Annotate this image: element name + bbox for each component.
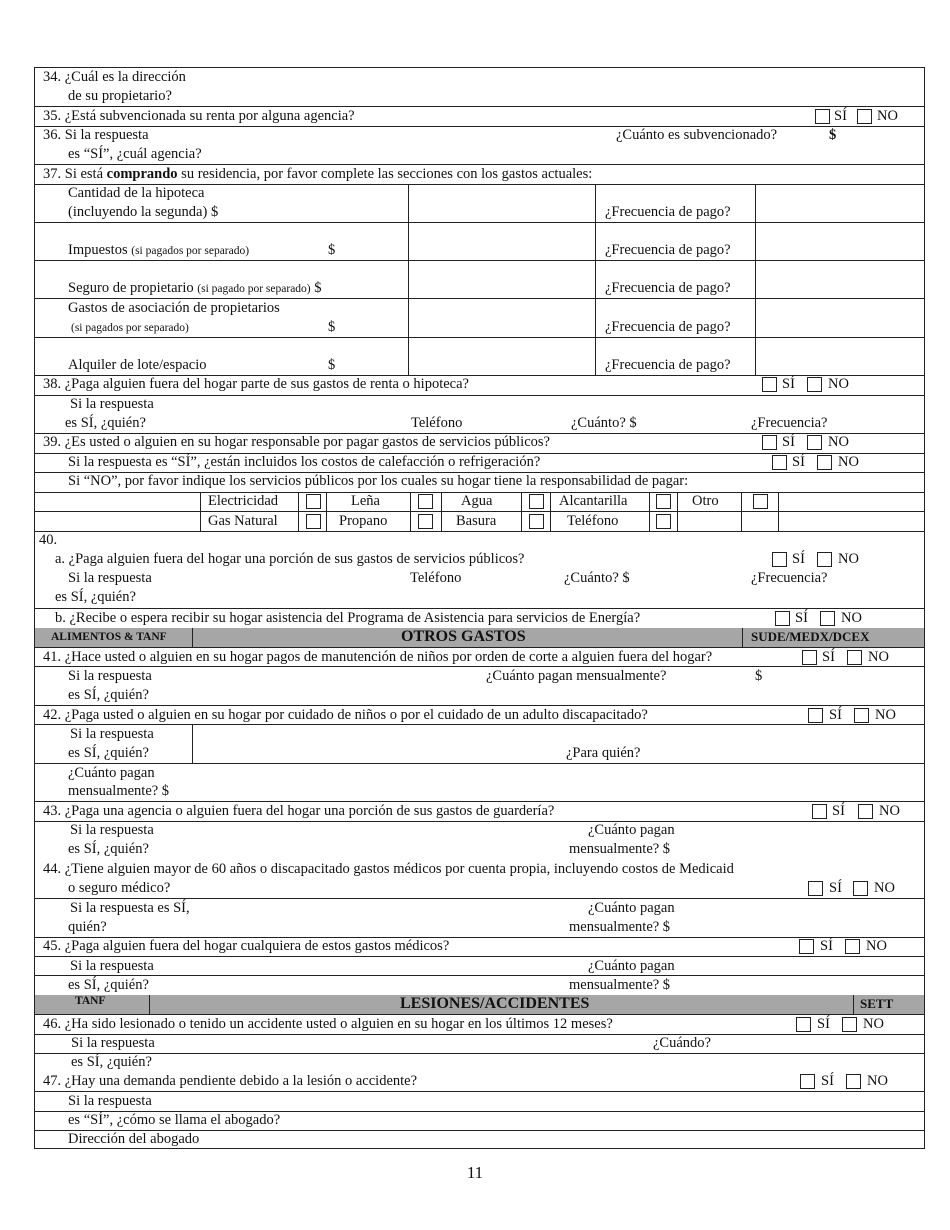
q40a-no-checkbox[interactable]: [817, 552, 832, 567]
band-left-label: ALIMENTOS & TANF: [51, 631, 167, 643]
q43-no-checkbox[interactable]: [858, 804, 873, 819]
q47-yes-checkbox[interactable]: [800, 1074, 815, 1089]
no-label: NO: [866, 938, 887, 954]
lot-rent-label: Alquiler de lote/espacio: [68, 357, 207, 373]
no-label: NO: [828, 434, 849, 450]
for-whom-label: ¿Para quién?: [566, 745, 641, 761]
utility-water-label: Agua: [461, 493, 493, 509]
q44-question-cont: o seguro médico?: [68, 880, 171, 896]
pay-frequency-label: ¿Frecuencia de pago?: [605, 204, 731, 220]
no-label: NO: [838, 551, 859, 567]
if-answer-label: Si la respuesta: [70, 822, 154, 838]
q45-no-checkbox[interactable]: [845, 939, 860, 954]
q41-question: 41. ¿Hace usted o alguien en su hogar pagos de manutención de niños por orden de corte a alguien fuera del hogar?: [43, 649, 713, 665]
how-much-label: ¿Cuánto? $: [564, 570, 630, 586]
no-label: NO: [863, 1016, 884, 1032]
q41-no-checkbox[interactable]: [847, 650, 862, 665]
if-yes-who-label: es SÍ, ¿quién?: [68, 841, 149, 857]
q42-monthly-label: mensualmente? $: [68, 783, 170, 799]
yes-label: SÍ: [822, 649, 835, 665]
q39-heat-no-checkbox[interactable]: [817, 455, 832, 470]
if-answer-label: Si la respuesta: [68, 570, 152, 586]
q39-no-checkbox[interactable]: [807, 435, 822, 450]
q35-question: 35. ¿Está subvencionada su renta por alguna agencia?: [43, 108, 355, 124]
q41-yes-checkbox[interactable]: [802, 650, 817, 665]
no-label: NO: [867, 1073, 888, 1089]
when-label: ¿Cuándo?: [653, 1035, 711, 1051]
utility-propane-checkbox[interactable]: [418, 514, 433, 529]
utility-natural-gas-checkbox[interactable]: [306, 514, 321, 529]
yes-label: SÍ: [829, 707, 842, 723]
phone-label: Teléfono: [410, 570, 462, 586]
monthly-label: mensualmente? $: [569, 977, 671, 993]
utility-phone-label: Teléfono: [567, 513, 619, 529]
band-title: LESIONES/ACCIDENTES: [400, 995, 590, 1012]
dollar-sign: $: [328, 242, 336, 258]
q40-number: 40.: [39, 532, 58, 548]
yes-label: SÍ: [782, 434, 795, 450]
income-expense-form: [34, 67, 925, 1149]
yes-label: SÍ: [829, 880, 842, 896]
hoa-note: (si pagados por separado): [71, 322, 189, 334]
yes-label: SÍ: [832, 803, 845, 819]
if-yes-who-label: es SÍ, ¿quién?: [65, 415, 146, 431]
q47-lawyer-label: es “SÍ”, ¿cómo se llama el abogado?: [68, 1112, 281, 1128]
utility-electricity-checkbox[interactable]: [306, 494, 321, 509]
yes-label: SÍ: [792, 551, 805, 567]
q42-yes-checkbox[interactable]: [808, 708, 823, 723]
utility-firewood-checkbox[interactable]: [418, 494, 433, 509]
utility-water-checkbox[interactable]: [529, 494, 544, 509]
band-left-label: TANF: [75, 995, 106, 1007]
if-yes-who-label: es SÍ, ¿quién?: [68, 687, 149, 703]
q42-how-much-label: ¿Cuánto pagan: [68, 765, 155, 781]
q42-no-checkbox[interactable]: [854, 708, 869, 723]
utility-electricity-label: Electricidad: [208, 493, 279, 509]
dollar-sign: $: [328, 357, 336, 373]
pay-frequency-label: ¿Frecuencia de pago?: [605, 319, 731, 335]
q35-yes-checkbox[interactable]: [815, 109, 830, 124]
q40a-yes-checkbox[interactable]: [772, 552, 787, 567]
q38-yes-checkbox[interactable]: [762, 377, 777, 392]
frequency-label: ¿Frecuencia?: [751, 570, 828, 586]
q34-label: 34. ¿Cuál es la dirección: [43, 69, 186, 85]
injuries-band: [35, 995, 924, 1014]
no-label: NO: [838, 454, 859, 470]
q44-question: 44. ¿Tiene alguien mayor de 60 años o discapacitado gastos médicos por cuenta propia, incluyendo costos de Medicaid: [43, 861, 734, 877]
q40b-no-checkbox[interactable]: [820, 611, 835, 626]
no-label: NO: [875, 707, 896, 723]
how-much-pay-label: ¿Cuánto pagan: [588, 900, 675, 916]
how-much-label: ¿Cuánto? $: [571, 415, 637, 431]
no-label: NO: [879, 803, 900, 819]
q43-question: 43. ¿Paga una agencia o alguien fuera del hogar una porción de sus gastos de guardería?: [43, 803, 555, 819]
q46-question: 46. ¿Ha sido lesionado o tenido un accidente usted o alguien en su hogar en los últimos 12 meses?: [43, 1016, 613, 1032]
insurance-label: Seguro de propietario (si pagado por separado) $: [68, 280, 322, 296]
no-label: NO: [828, 376, 849, 392]
dollar-sign: $: [755, 668, 763, 684]
q38-no-checkbox[interactable]: [807, 377, 822, 392]
q40b-yes-checkbox[interactable]: [775, 611, 790, 626]
q44-if-answer-label: Si la respuesta es SÍ,: [70, 900, 190, 916]
q44-no-checkbox[interactable]: [853, 881, 868, 896]
no-label: NO: [841, 610, 862, 626]
utility-trash-label: Basura: [456, 513, 497, 529]
q36-subsidy-label: ¿Cuánto es subvencionado?: [616, 127, 778, 143]
q39-question: 39. ¿Es usted o alguien en su hogar responsable por pagar gastos de servicios públicos?: [43, 434, 550, 450]
no-label: NO: [868, 649, 889, 665]
no-label: NO: [874, 880, 895, 896]
yes-label: SÍ: [820, 938, 833, 954]
utility-natural-gas-label: Gas Natural: [208, 513, 278, 529]
q47-question: 47. ¿Hay una demanda pendiente debido a la lesión o accidente?: [43, 1073, 418, 1089]
frequency-label: ¿Frecuencia?: [751, 415, 828, 431]
mortgage-label: Cantidad de la hipoteca: [68, 185, 205, 201]
monthly-label: mensualmente? $: [569, 841, 671, 857]
yes-label: SÍ: [792, 454, 805, 470]
how-much-pay-label: ¿Cuánto pagan: [588, 822, 675, 838]
if-answer-label: Si la respuesta: [68, 1093, 152, 1109]
q46-yes-checkbox[interactable]: [796, 1017, 811, 1032]
mortgage-label-cont: (incluyendo la segunda) $: [68, 204, 219, 220]
q40a-question: a. ¿Paga alguien fuera del hogar una porción de sus gastos de servicios públicos?: [55, 551, 525, 567]
dollar-sign: $: [328, 319, 336, 335]
q44-who-label: quién?: [68, 919, 107, 935]
if-yes-who-label: es SÍ, ¿quién?: [71, 1054, 152, 1070]
q47-no-checkbox[interactable]: [846, 1074, 861, 1089]
q42-question: 42. ¿Paga usted o alguien en su hogar por cuidado de niños o por el cuidado de un adulto discapacitado?: [43, 707, 648, 723]
yes-label: SÍ: [821, 1073, 834, 1089]
band-right-label: SETT: [860, 996, 894, 1011]
band-right-label: SUDE/MEDX/DCEX: [751, 629, 870, 644]
q39-yes-checkbox[interactable]: [762, 435, 777, 450]
if-answer-label: Si la respuesta: [68, 668, 152, 684]
if-answer-label: Si la respuesta: [70, 726, 154, 742]
if-yes-who-label: es SÍ, ¿quién?: [68, 977, 149, 993]
utility-phone-checkbox[interactable]: [656, 514, 671, 529]
hoa-label: Gastos de asociación de propietarios: [68, 300, 280, 316]
if-yes-who-label: es SÍ, ¿quién?: [55, 589, 136, 605]
how-much-pay-label: ¿Cuánto pagan: [588, 958, 675, 974]
if-answer-label: Si la respuesta: [70, 958, 154, 974]
monthly-label: mensualmente? $: [569, 919, 671, 935]
q39-no-instructions: Si “NO”, por favor indique los servicios públicos por los cuales su hogar tiene la responsabilidad de pagar:: [68, 473, 689, 489]
yes-label: SÍ: [834, 108, 847, 124]
other-expenses-band: [35, 628, 924, 647]
taxes-label: Impuestos (si pagados por separado): [68, 242, 250, 258]
q39-heat-yes-checkbox[interactable]: [772, 455, 787, 470]
band-title: OTROS GASTOS: [401, 628, 526, 645]
if-yes-who-label: es SÍ, ¿quién?: [68, 745, 149, 761]
utility-other-checkbox[interactable]: [753, 494, 768, 509]
utility-sewer-label: Alcantarilla: [559, 493, 628, 509]
q39-heat-question: Si la respuesta es “SÍ”, ¿están incluidos los costos de calefacción o refrigeración?: [68, 454, 541, 470]
utility-other-label: Otro: [692, 493, 719, 509]
q45-yes-checkbox[interactable]: [799, 939, 814, 954]
pay-frequency-label: ¿Frecuencia de pago?: [605, 357, 731, 373]
q45-question: 45. ¿Paga alguien fuera del hogar cualquiera de estos gastos médicos?: [43, 938, 450, 954]
pay-frequency-label: ¿Frecuencia de pago?: [605, 280, 731, 296]
q44-yes-checkbox[interactable]: [808, 881, 823, 896]
lawyer-address-label: Dirección del abogado: [68, 1131, 200, 1147]
q36-label-cont: es “SÍ”, ¿cuál agencia?: [68, 146, 202, 162]
pay-frequency-label: ¿Frecuencia de pago?: [605, 242, 731, 258]
utility-sewer-checkbox[interactable]: [656, 494, 671, 509]
q40b-question: b. ¿Recibe o espera recibir su hogar asistencia del Programa de Asistencia para servicios de Energía?: [55, 610, 641, 626]
page-number: 11: [466, 1163, 484, 1182]
q37-heading: 37. Si está comprando su residencia, por favor complete las secciones con los gastos actuales:: [43, 166, 593, 182]
no-label: NO: [877, 108, 898, 124]
q46-no-checkbox[interactable]: [842, 1017, 857, 1032]
q41-monthly-label: ¿Cuánto pagan mensualmente?: [486, 668, 667, 684]
utility-firewood-label: Leña: [351, 493, 380, 509]
if-answer-label: Si la respuesta: [70, 396, 154, 412]
if-answer-label: Si la respuesta: [71, 1035, 155, 1051]
q38-question: 38. ¿Paga alguien fuera del hogar parte de sus gastos de renta o hipoteca?: [43, 376, 469, 392]
phone-label: Teléfono: [411, 415, 463, 431]
yes-label: SÍ: [795, 610, 808, 626]
yes-label: SÍ: [782, 376, 795, 392]
q43-yes-checkbox[interactable]: [812, 804, 827, 819]
q34-label-cont: de su propietario?: [68, 88, 172, 104]
dollar-sign: $: [829, 127, 837, 143]
yes-label: SÍ: [817, 1016, 830, 1032]
utility-trash-checkbox[interactable]: [529, 514, 544, 529]
q36-label: 36. Si la respuesta: [43, 127, 149, 143]
q35-no-checkbox[interactable]: [857, 109, 872, 124]
utility-propane-label: Propano: [339, 513, 388, 529]
